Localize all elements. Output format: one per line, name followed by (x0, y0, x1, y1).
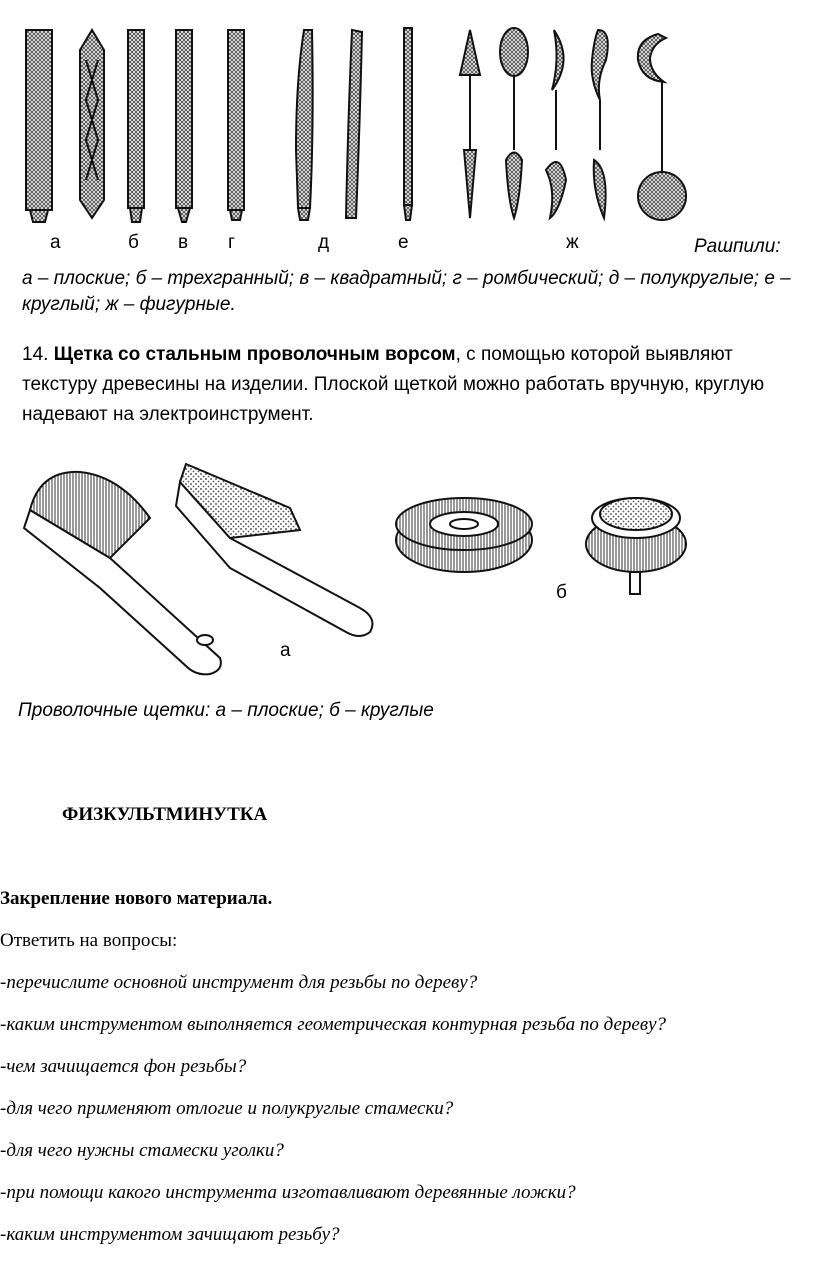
round-brush-2 (586, 498, 686, 594)
question-5: -для чего нужны стамески уголки? (0, 1140, 284, 1161)
item14-text1: , с помощью которой выявляют (455, 344, 733, 365)
rasp-half-round-d2 (296, 30, 313, 208)
question-6: -при помощи какого инструмента изготавливают деревянные ложки? (0, 1182, 576, 1203)
rasp-letter-a: а (50, 232, 61, 253)
rasps-illustration (0, 0, 816, 235)
question-3: -чем зачищается фон резьбы? (0, 1056, 247, 1077)
rasp-round-bent (346, 30, 362, 218)
consolidation-heading: Закрепление нового материала. (0, 888, 273, 909)
rasp-letter-v: в (178, 232, 189, 253)
rasp-square-v (128, 30, 144, 222)
rasp-triangular-b (80, 30, 104, 218)
questions-intro: Ответить на вопросы: (0, 930, 178, 951)
question-7: -каким инструментом зачищают резьбу? (0, 1224, 340, 1245)
rasp-letter-zh: ж (566, 232, 579, 253)
brushes-illustration (0, 448, 816, 678)
brush-letter-a: а (280, 640, 291, 661)
rasps-caption-line3: круглый; ж – фигурные. (22, 294, 236, 315)
rasp-figured-3 (546, 30, 566, 218)
question-4: -для чего применяют отлогие и полукруглые стамески? (0, 1098, 454, 1119)
brushes-caption: Проволочные щетки: а – плоские; б – круглые (18, 700, 434, 721)
flat-brush-2 (176, 464, 372, 636)
rasp-letter-d: д (318, 232, 330, 253)
item14-line1 (22, 340, 733, 370)
rasp-letter-b: б (128, 232, 139, 253)
rasp-letter-g: г (228, 232, 235, 253)
rasp-rhombic-g (176, 30, 192, 222)
item14-line2: текстуру древесины на изделии. Плоской щеткой можно работать вручную, круглую (22, 374, 765, 395)
question-2: -каким инструментом выполняется геометрическая контурная резьба по дереву? (0, 1014, 667, 1035)
brush-letter-b: б (556, 582, 567, 603)
rasp-round-e (404, 28, 412, 220)
item14-line3: надевают на электроинструмент. (22, 404, 314, 425)
rasp-figured-1 (460, 30, 480, 218)
rasp-flat-a (26, 30, 52, 222)
question-1: -перечислите основной инструмент для резьбы по дереву? (0, 972, 478, 993)
item14-number: 14. (22, 344, 49, 365)
rasp-letter-e: е (398, 232, 409, 253)
rasps-caption-title: Рашпили: (694, 236, 781, 257)
rasp-figured-4 (592, 30, 608, 218)
fizkultminutka-heading: ФИЗКУЛЬТМИНУТКА (62, 804, 268, 825)
rasp-spoon (638, 34, 686, 220)
rasp-half-round-d (228, 30, 244, 220)
item14-title: Щетка со стальным проволочным ворсом (53, 344, 456, 365)
rasp-figured-2 (500, 28, 528, 218)
rasps-caption-line2: а – плоские; б – трехгранный; в – квадратный; г – ромбический; д – полукруглые; е – (22, 268, 791, 289)
round-brush-1 (396, 498, 532, 572)
